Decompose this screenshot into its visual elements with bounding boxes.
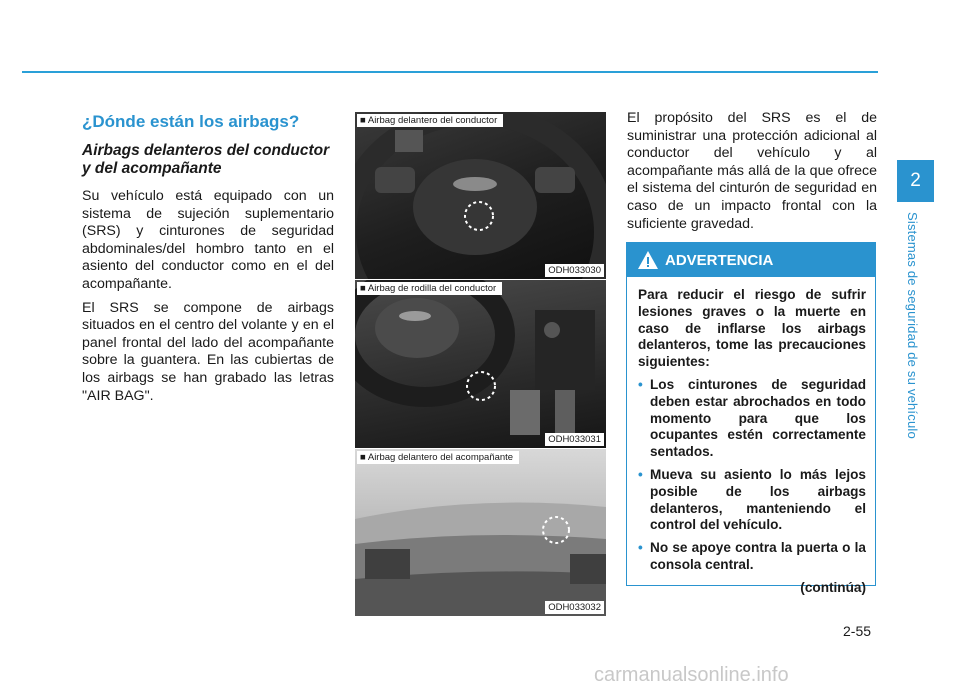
bullet-icon: • xyxy=(638,376,643,392)
steering-wheel-illustration xyxy=(355,112,606,279)
warning-triangle-icon xyxy=(637,250,659,270)
list-item: • Los cinturones de seguridad deben estar abrochados en todo momento para que los ocupantes estén correctamente sentados. xyxy=(638,376,866,460)
photo-driver-knee-airbag xyxy=(355,280,606,448)
list-item: • No se apoye contra la puerta o la consola central. xyxy=(638,540,866,572)
warning-header xyxy=(627,243,875,277)
warning-list xyxy=(638,377,866,574)
body-paragraph-1: Su vehículo está equipado con un sistema de sujeción suplementario (SRS) y cinturones de seguridad abdominales/del hombro tanto en el asiento del conductor como en el del acompañante. xyxy=(82,188,334,292)
warning-title: ADVERTENCIA xyxy=(665,251,774,269)
continued-label: (continúa) xyxy=(800,579,866,595)
photo-code: ODH033032 xyxy=(545,601,604,614)
warning-box xyxy=(626,242,876,595)
warning-intro: Para reducir el riesgo de sufrir lesiones graves o la muerte en caso de inflarse los airbags delanteros, tome las precauciones siguientes: xyxy=(638,287,866,370)
body-paragraph-2: El SRS se compone de airbags situados en el centro del volante y en el panel frontal del lado del acompañante sobre la guantera. En las cubiertas de los airbags se han grabado las letras "AIR BAG". xyxy=(82,299,334,404)
left-column xyxy=(82,112,334,411)
photo-code: ODH033031 xyxy=(545,433,604,446)
bullet-icon: • xyxy=(638,540,643,556)
top-rule xyxy=(22,71,878,73)
list-item: • Mueva su asiento lo más lejos posible de los airbags delanteros, manteniendo el control del vehículo. xyxy=(638,466,866,533)
section-title: ¿Dónde están los airbags? xyxy=(82,112,300,131)
srs-purpose-paragraph: El propósito del SRS es el de suministrar una protección adicional al conductor del vehículo y al acompañante más allá de la que ofrece el sistema del cinturón de seguridad en caso de un impacto frontal con la suficiente gravedad. xyxy=(627,110,877,232)
section-subtitle: Airbags delanteros del conductor y del acompañante xyxy=(82,142,330,177)
dashboard-illustration xyxy=(355,449,606,616)
knee-airbag-illustration xyxy=(355,280,606,448)
watermark: carmanualsonline.info xyxy=(594,664,789,686)
photo-label: ■ Airbag de rodilla del conductor xyxy=(357,282,502,295)
right-column xyxy=(627,110,877,233)
page-number: 2-55 xyxy=(843,623,872,639)
photo-label: ■ Airbag delantero del conductor xyxy=(357,114,503,127)
bullet-icon: • xyxy=(638,466,643,482)
warning-body xyxy=(627,277,875,597)
chapter-title: Sistemas de seguridad de su vehículo xyxy=(905,212,920,439)
photo-driver-front-airbag xyxy=(355,112,606,279)
chapter-tab: 2 xyxy=(897,160,934,202)
photo-passenger-front-airbag xyxy=(355,449,606,616)
photo-label: ■ Airbag delantero del acompañante xyxy=(357,451,519,464)
photo-code: ODH033030 xyxy=(545,264,604,277)
